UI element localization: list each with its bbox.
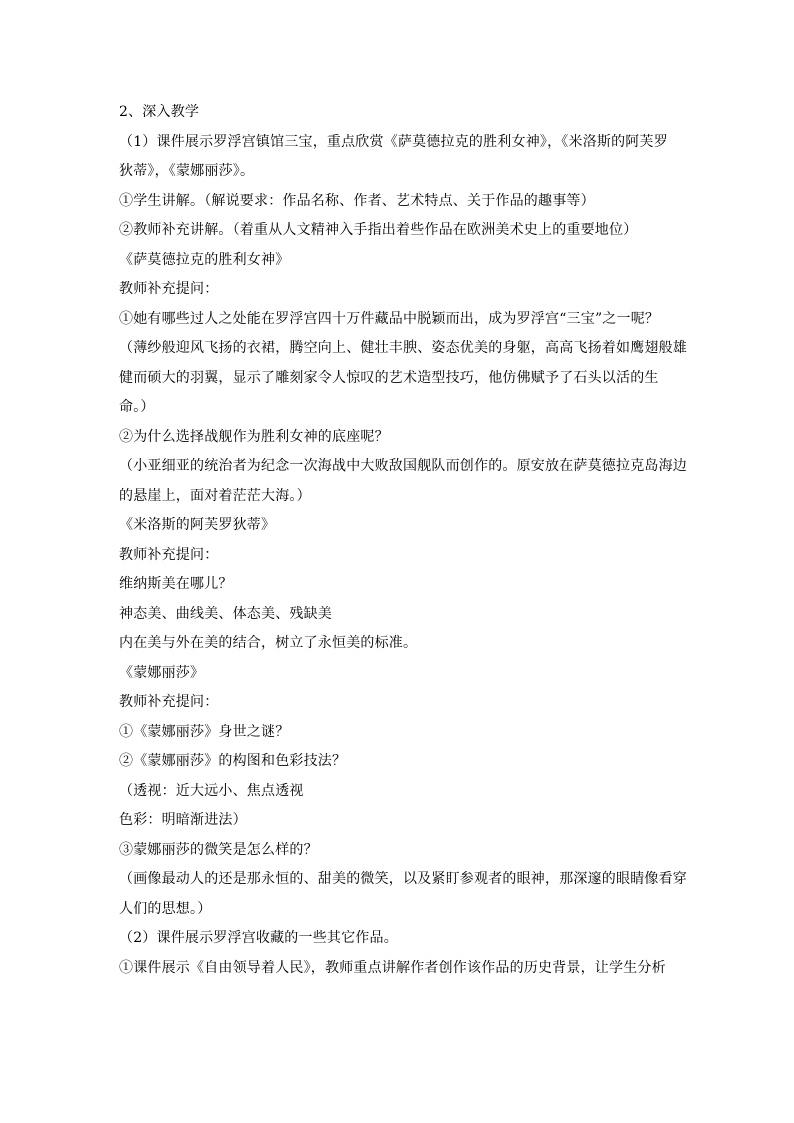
paragraph-line: （透视：近大远小、焦点透视	[119, 782, 304, 799]
paragraph-line: 狄蒂》，《蒙娜丽莎》。	[119, 163, 255, 179]
artwork-title: 《蒙娜丽莎》	[119, 664, 205, 681]
paragraph-line: 教师补充提问：	[119, 281, 219, 297]
paragraph-line: （薄纱般迎风飞扬的衣裙，腾空向上、健壮丰腴、姿态优美的身躯，高高飞扬着如鹰翅般雄	[119, 340, 687, 356]
paragraph-line: 健而硕大的羽翼，显示了雕刻家令人惊叹的艺术造型技巧，他仿佛赋予了石头以活的生	[119, 369, 659, 386]
paragraph-line: ②《蒙娜丽莎》的构图和色彩技法？	[119, 753, 347, 769]
paragraph-line: ①学生讲解。（解说要求：作品名称、作者、艺术特点、关于作品的趣事等）	[119, 192, 595, 209]
paragraph-line: 命。）	[119, 399, 155, 415]
paragraph-line: ②教师补充讲解。（着重从人文精神入手指出着些作品在欧洲美术史上的重要地位）	[119, 222, 638, 238]
paragraph-line: （1）课件展示罗浮宫镇馆三宝，重点欣赏《萨莫德拉克的胜利女神》，《米洛斯的阿芙罗	[119, 133, 668, 150]
paragraph-line: 教师补充提问：	[119, 546, 219, 563]
paragraph-line: ①她有哪些过人之处能在罗浮宫四十万件藏品中脱颖而出，成为罗浮宫“三宝”之一呢？	[119, 310, 660, 327]
document-body	[119, 98, 687, 983]
paragraph-line: （2）课件展示罗浮宫收藏的一些其它作品。	[119, 930, 398, 946]
paragraph-line: 维纳斯美在哪儿？	[119, 576, 233, 592]
section-heading: 2、深入教学	[119, 104, 200, 120]
paragraph-line: （画像最动人的还是那永恒的、甜美的微笑，以及紧盯参观者的眼神，那深邃的眼睛像看穿	[119, 871, 687, 887]
paragraph-line: 色彩：明暗渐进法）	[119, 812, 247, 828]
paragraph-line: 人们的思想。）	[119, 900, 212, 917]
paragraph-line: ①《蒙娜丽莎》身世之谜？	[119, 723, 290, 740]
paragraph-line: （小亚细亚的统治者为纪念一次海战中大败敌国舰队而创作的。原安放在萨莫德拉克岛海边	[119, 458, 687, 474]
paragraph-line: 内在美与外在美的结合，树立了永恒美的标准。	[119, 635, 418, 651]
paragraph-line: 神态美、曲线美、体态美、残缺美	[119, 605, 332, 622]
paragraph-line: 教师补充提问：	[119, 694, 219, 710]
paragraph-line: 的悬崖上，面对着茫茫大海。）	[119, 487, 311, 504]
paragraph-line: ②为什么选择战舰作为胜利女神的底座呢？	[119, 428, 389, 445]
paragraph-line: ③蒙娜丽莎的微笑是怎么样的？	[119, 841, 318, 858]
paragraph-line: ①课件展示《自由领导着人民》，教师重点讲解作者创作该作品的历史背景，让学生分析	[119, 959, 666, 976]
artwork-title: 《萨莫德拉克的胜利女神》	[119, 251, 290, 268]
artwork-title: 《米洛斯的阿芙罗狄蒂》	[119, 517, 276, 533]
